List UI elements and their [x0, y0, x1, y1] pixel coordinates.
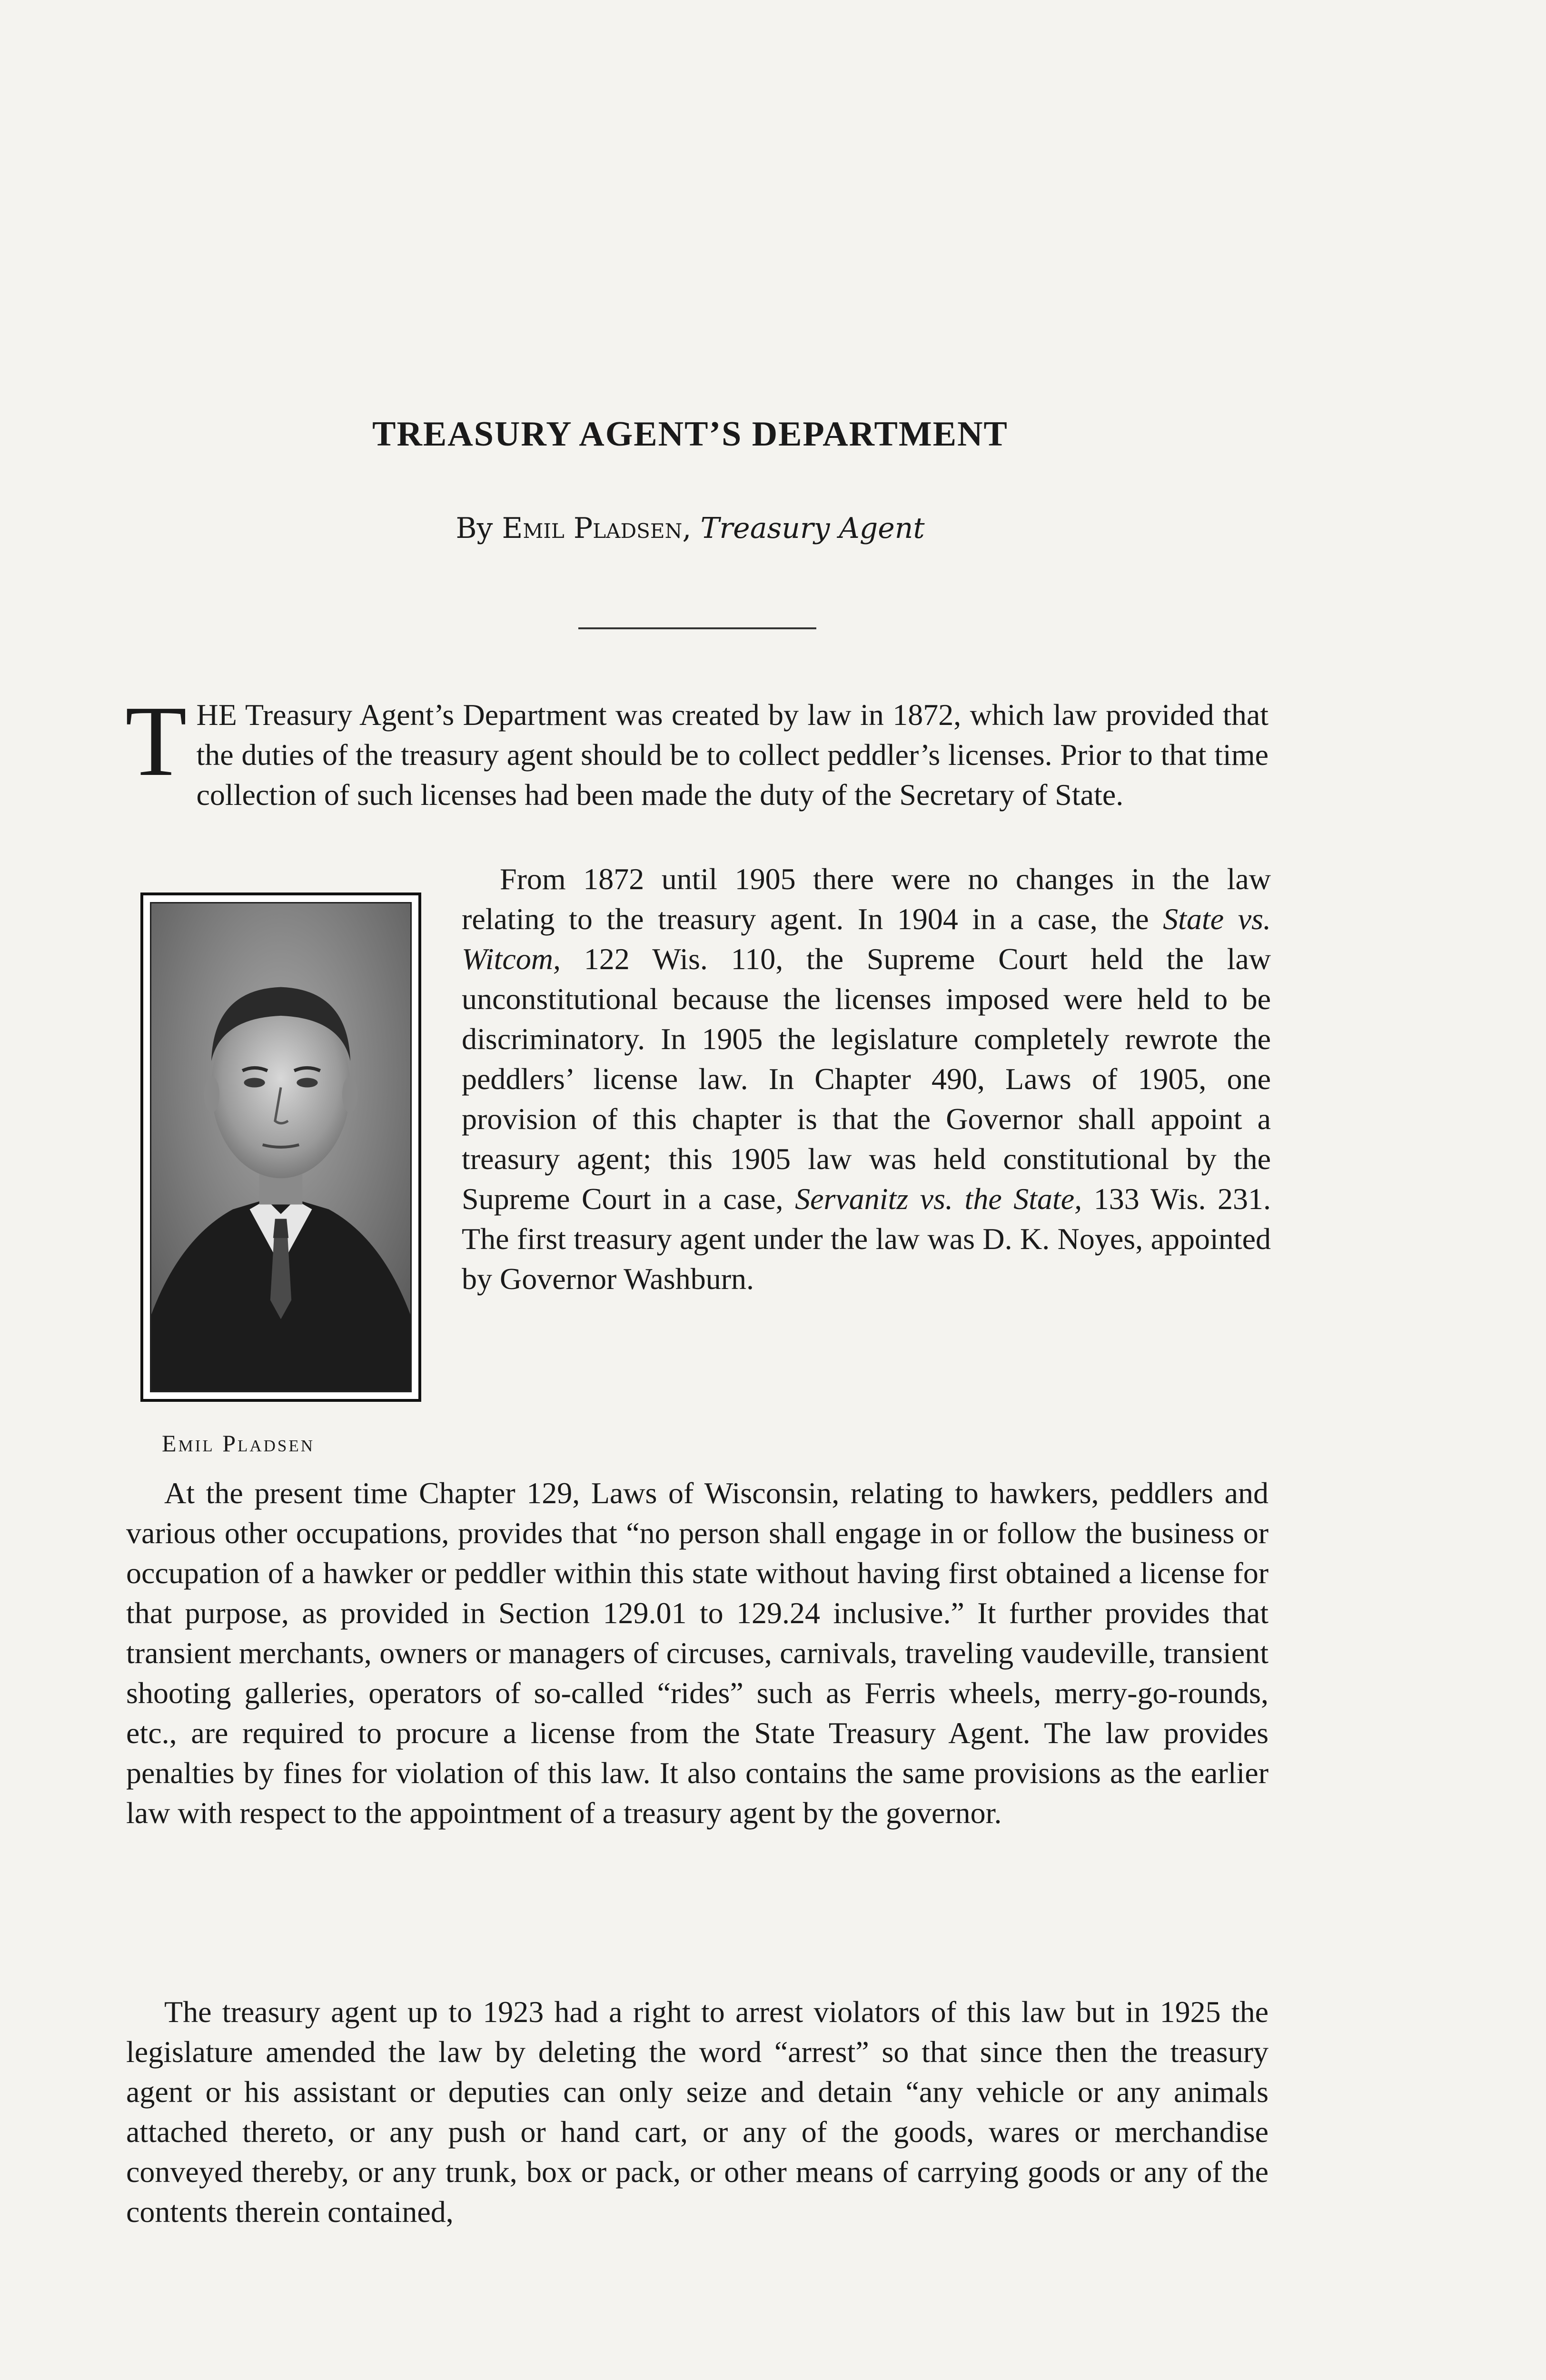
paragraph-1 — [125, 685, 1269, 815]
paragraph-2-text-a: From 1872 until 1905 there were no changes in the law relating to the treasury agent. In 1904 in a case, the — [462, 862, 1271, 936]
paragraph-2 — [462, 859, 1271, 1299]
paragraph-4: The treasury agent up to 1923 had a right to arrest violators of this law but in 1925 the legislature amended the law by deleting the word “arrest” so that since then the treasury agent or his assistant or deputies can only seize and detain “any vehicle or any animals attached thereto, or any push or hand cart, or any of the goods, wares or merchandise conveyed thereby, or any trunk, box or pack, or other means of carrying goods or any of the contents therein contained, — [126, 1995, 1269, 2229]
portrait-photo — [140, 892, 421, 1402]
byline-role: Treasury Agent — [700, 512, 925, 545]
section-divider — [578, 627, 816, 629]
page-title: TREASURY AGENT’S DEPARTMENT — [372, 415, 1008, 454]
drop-cap: T — [125, 685, 187, 797]
byline-author: Emil Pladsen, — [502, 512, 692, 545]
paragraph-2-text-b: 122 Wis. 110, the Supreme Court held the law unconstitutional because the licenses imposed were held to be discriminatory. In 1905 the legislature completely rewrote the peddlers’ license law. In Chapter 490, Laws of 1905, one provision of this chapter is that the Governor shall appoint a treasury agent; this 1905 law was held constitutional by the Supreme Court in a case, — [462, 942, 1271, 1216]
paragraph-1-text: HE Treasury Agent’s Department was created by law in 1872, which law provided that the duties of the treasury agent should be to collect peddler’s licenses. Prior to that time collection of such licenses had been made the duty of the Secretary of State. — [196, 698, 1269, 812]
paragraph-3: At the present time Chapter 129, Laws of Wisconsin, relating to hawkers, peddlers and various other occupations, provides that “no person shall engage in or follow the business or occupation of a hawker or peddler within this state without having first obtained a license for that purpose, as provided in Section 129.01 to 129.24 inclusive.” It further provides that transient merchants, owners or managers of circuses, carnivals, traveling vaudeville, transient shooting galleries, operators of so-called “rides” such as Ferris wheels, merry-go-rounds, etc., are required to procure a license from the State Treasury Agent. The law provides penalties by fines for violation of this law. It also contains the same provisions as the earlier law with respect to the appointment of a treasury agent by the governor. — [126, 1476, 1269, 1830]
case-citation-1: State vs. Witcom, — [462, 902, 1271, 976]
photo-caption: Emil Pladsen — [162, 1430, 315, 1457]
byline-prefix: By — [456, 512, 493, 545]
case-citation-2: Servanitz vs. the State, — [795, 1182, 1082, 1216]
byline — [286, 512, 1095, 545]
paragraph-2-text-c: 133 Wis. 231. The first treasury agent under the law was D. K. Noyes, appointed by Governor Washburn. — [462, 1182, 1271, 1296]
portrait-icon — [151, 903, 410, 1391]
